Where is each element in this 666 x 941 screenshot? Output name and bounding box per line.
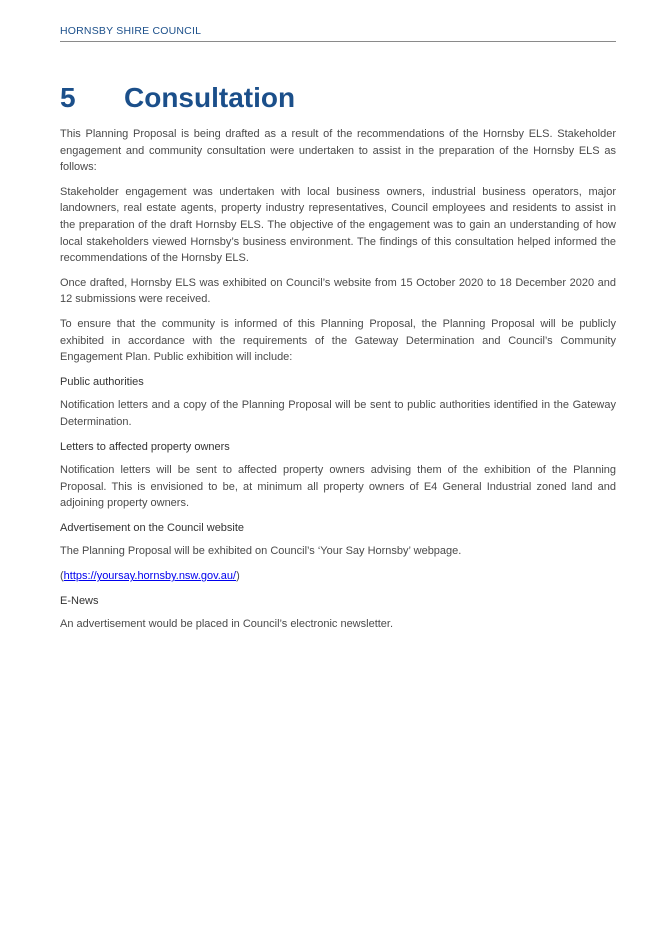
section-title: Consultation (124, 82, 296, 113)
running-header: HORNSBY SHIRE COUNCIL (60, 25, 616, 42)
letters-heading: Letters to affected property owners (60, 440, 230, 453)
exhibited-paragraph: Once drafted, Hornsby ELS was exhibited on Council’s website from 15 October 2020 to 18 December 2020 and 12 submissions were received. (60, 276, 616, 306)
public-authorities-text: Notification letters and a copy of the Planning Proposal will be sent to public authorities identified in the Gateway Determination. (60, 399, 616, 428)
advertisement-text: The Planning Proposal will be exhibited on Council’s ‘Your Say Hornsby’ webpage. (60, 545, 462, 558)
letters-text: Notification letters will be sent to affected property owners advising them of the exhibition of the Planning Proposal. This is envisioned to be, at minimum all property owners of E4 General Industrial zoned land and adjoining property owners. (60, 464, 616, 510)
ensure-paragraph: To ensure that the community is informed of this Planning Proposal, the Planning Proposal will be publicly exhibited in accordance with the requirements of the Gateway Determination and Council’s Community Engagement Plan. Public exhibition will include: (60, 317, 616, 364)
section-number: 5 (60, 82, 76, 113)
section-heading (60, 80, 295, 116)
intro-paragraph: This Planning Proposal is being drafted as a result of the recommendations of the Hornsby ELS. Stakeholder engagement and community consultation were undertaken to assist in the preparation of the Hornsby ELS as follows: (60, 128, 616, 174)
section-body (60, 126, 616, 641)
stakeholder-paragraph: Stakeholder engagement was undertaken with local business owners, industrial business operators, major landowners, real estate agents, property industry representatives, Council employees and residents to assist in the preparation of the draft Hornsby ELS. The objective of the engagement was to gain an understanding of how local stakeholders viewed Hornsby’s business environment. The findings of this consultation helped informed the recommendations of the Hornsby ELS. (60, 185, 616, 265)
link-open-paren: ( (60, 570, 64, 583)
link-close-paren: ) (236, 570, 240, 583)
enews-text: An advertisement would be placed in Council’s electronic newsletter. (60, 618, 394, 631)
advertisement-heading: Advertisement on the Council website (60, 521, 245, 534)
website-link-line (60, 568, 616, 585)
public-authorities-heading: Public authorities (60, 375, 144, 388)
your-say-link[interactable]: https://yoursay.hornsby.nsw.gov.au/ (63, 570, 237, 583)
enews-heading: E-News (60, 594, 99, 607)
